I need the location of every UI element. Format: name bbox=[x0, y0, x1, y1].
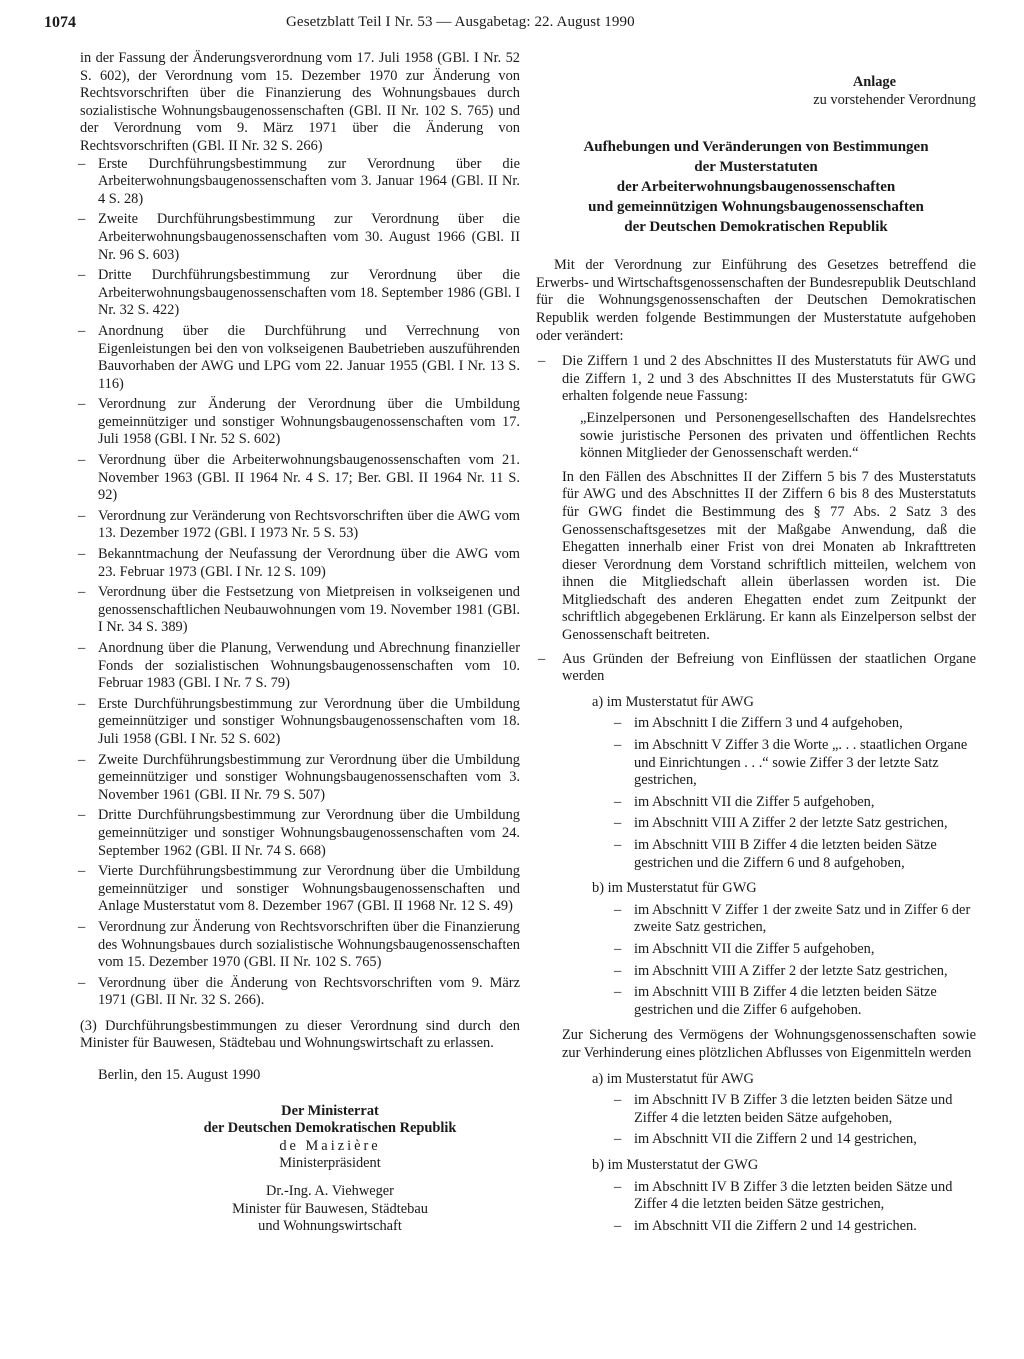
list-item: – im Abschnitt VIII A Ziffer 2 der letzte Satz gestrichen, bbox=[614, 815, 976, 833]
repealed-regulations-list bbox=[80, 156, 520, 1010]
list-item: – im Abschnitt VII die Ziffern 2 und 14 gestrichen. bbox=[614, 1218, 976, 1236]
sub-list-b1 bbox=[562, 902, 976, 1020]
sub-list-a1 bbox=[562, 715, 976, 872]
list-item: – Zweite Durchführungsbestimmung zur Verordnung über die Arbeiterwohnungsbaugenossenschaften vom 30. August 1966 (GBl. II Nr. 96 S. 603) bbox=[80, 211, 520, 264]
page-number: 1074 bbox=[44, 14, 76, 31]
sub-head-b2: b) im Musterstatut der GWG bbox=[592, 1156, 759, 1173]
list-item: – Anordnung über die Durchführung und Verrechnung von Eigenleistungen bei den von volkseigenen Baubetrieben auszuführenden Bauvorhaben der AWG und LPG vom 22. Januar 1955 (GBl. I Nr. 13 S. 116) bbox=[80, 323, 520, 393]
list-item: – Vierte Durchführungsbestimmung zur Verordnung über die Umbildung gemeinnütziger und sonstiger Wohnungsbaugenossenschaften und Anlage Musterstatut vom 8. Dezember 1967 (GBl. II 1968 Nr. 12 S. 49) bbox=[80, 863, 520, 916]
signatory-name-1: de Maizière bbox=[279, 1137, 381, 1154]
list-item: – im Abschnitt IV B Ziffer 3 die letzten beiden Sätze und Ziffer 4 die letzten beiden Sätze aufgehoben, bbox=[614, 1092, 976, 1127]
list-item: – im Abschnitt VII die Ziffer 5 aufgehoben, bbox=[614, 794, 976, 812]
signature-body-line1: Der Ministerrat bbox=[281, 1102, 379, 1119]
sub-head-b1: b) im Musterstatut für GWG bbox=[592, 880, 757, 897]
list-item: – im Abschnitt VII die Ziffern 2 und 14 gestrichen, bbox=[614, 1131, 976, 1149]
sub-list-a2 bbox=[562, 1092, 976, 1149]
sub-head-a1: a) im Musterstatut für AWG bbox=[592, 693, 754, 710]
item1-quote: „Einzelpersonen und Personengesellschaften des Handelsrechtes sowie juristische Personen des privaten und öffentlichen Rechts können Mitglieder der Genossenschaft werden.“ bbox=[580, 409, 976, 462]
list-item: – Bekanntmachung der Neufassung der Verordnung über die AWG vom 23. Februar 1973 (GBl. I Nr. 12 S. 109) bbox=[80, 546, 520, 581]
list-item: – Verordnung über die Änderung von Rechtsvorschriften vom 9. März 1971 (GBl. II Nr. 32 S. 266). bbox=[80, 975, 520, 1010]
list-item: – im Abschnitt VIII A Ziffer 2 der letzte Satz gestrichen, bbox=[614, 963, 976, 981]
list-item: – Verordnung über die Arbeiterwohnungsbaugenossenschaften vom 21. November 1963 (GBl. II 1964 Nr. 4 S. 17; Ber. GBl. II 1964 Nr. 11 S. 92) bbox=[80, 452, 520, 505]
heading-line: der Arbeiterwohnungsbaugenossenschaften bbox=[616, 179, 896, 196]
list-item: – Erste Durchführungsbestimmung zur Verordnung über die Umbildung gemeinnütziger und sonstiger Wohnungsbaugenossenschaften vom 18. Juli 1958 (GBl. I Nr. 52 S. 602) bbox=[80, 696, 520, 749]
annex-heading bbox=[536, 137, 976, 237]
annex-item-1 bbox=[536, 353, 976, 645]
list-item: – Dritte Durchführungsbestimmung zur Verordnung über die Umbildung gemeinnütziger und sonstiger Wohnungsbaugenossenschaften vom 24. September 1962 (GBl. II Nr. 74 S. 668) bbox=[80, 807, 520, 860]
place-date: Berlin, den 15. August 1990 bbox=[98, 1067, 261, 1084]
heading-line: Aufhebungen und Veränderungen von Bestimmungen bbox=[583, 139, 929, 156]
list-item: – im Abschnitt IV B Ziffer 3 die letzten beiden Sätze und Ziffer 4 die letzten beiden Sätze gestrichen, bbox=[614, 1179, 976, 1214]
signature-block bbox=[140, 1103, 520, 1236]
list-item: – Erste Durchführungsbestimmung zur Verordnung über die Arbeiterwohnungsbaugenossenschaften vom 3. Januar 1964 (GBl. II Nr. 4 S. 28) bbox=[80, 156, 520, 209]
right-column bbox=[536, 74, 976, 1241]
signatory-role-1: Ministerpräsident bbox=[279, 1155, 381, 1172]
paragraph-3: (3) Durchführungsbestimmungen zu dieser Verordnung sind durch den Minister für Bauwesen, Städtebau und Wohnungswirtschaft zu erlassen. bbox=[80, 1017, 520, 1052]
signature-body-line2: der Deutschen Demokratischen Republik bbox=[203, 1120, 457, 1137]
annex-intro: Mit der Verordnung zur Einführung des Gesetzes betreffend die Erwerbs- und Wirtschaftsgenossenschaften der Bundesrepublik Deutschland für die Wohnungsgenossenschaften der Deutschen Demokratischen Republik werden folgende Bestimmungen der Musterstatute aufgehoben oder verändert: bbox=[536, 257, 976, 344]
annex-subtitle: zu vorstehender Verordnung bbox=[813, 91, 976, 108]
list-item: – im Abschnitt VII die Ziffer 5 aufgehoben, bbox=[614, 941, 976, 959]
signatory-role-2-line1: Minister für Bauwesen, Städtebau bbox=[232, 1200, 428, 1217]
list-item: – im Abschnitt V Ziffer 1 der zweite Satz und in Ziffer 6 der zweite Satz gestrichen, bbox=[614, 902, 976, 937]
signatory-role-2-line2: und Wohnungswirtschaft bbox=[258, 1218, 402, 1235]
left-column bbox=[80, 50, 520, 1236]
list-item: – Verordnung zur Änderung der Verordnung über die Umbildung gemeinnütziger und sonstiger Wohnungsbaugenossenschaften vom 17. Juli 1958 (GBl. I Nr. 52 S. 602) bbox=[80, 396, 520, 449]
annex-label: Anlage bbox=[852, 74, 896, 90]
intro-paragraph: in der Fassung der Änderungsverordnung vom 17. Juli 1958 (GBl. I Nr. 52 S. 602), der Verordnung vom 15. Dezember 1970 zur Änderung von Rechtsvorschriften über die Finanzierung des Wohnungsbaues durch sozialistische Wohnungsbaugenossenschaften (GBl. II Nr. 102 S. 765) und der Verordnung vom 9. März 1971 über die Änderung von Rechtsvorschriften (GBl. II Nr. 32 S. 266) bbox=[80, 50, 520, 154]
running-title: Gesetzblatt Teil I Nr. 53 — Ausgabetag: 22. August 1990 bbox=[286, 14, 635, 30]
list-item: – im Abschnitt VIII B Ziffer 4 die letzten beiden Sätze gestrichen und die Ziffer 6 aufgehoben. bbox=[614, 984, 976, 1019]
list-item: – im Abschnitt I die Ziffern 3 und 4 aufgehoben, bbox=[614, 715, 976, 733]
annex-item-2 bbox=[536, 651, 976, 1236]
item1-text: – Die Ziffern 1 und 2 des Abschnittes II des Musterstatuts für AWG und die Ziffern 1, 2 und 3 des Abschnittes II des Musterstatuts für GWG erhalten folgende neue Fassung: bbox=[562, 353, 976, 405]
item2-text: – Aus Gründen der Befreiung von Einflüssen der staatlichen Organe werden bbox=[562, 650, 976, 685]
list-item: – Zweite Durchführungsbestimmung zur Verordnung über die Umbildung gemeinnütziger und sonstiger Wohnungsbaugenossenschaften vom 3. November 1961 (GBl. II Nr. 79 S. 507) bbox=[80, 752, 520, 805]
item2-text2: Zur Sicherung des Vermögens der Wohnungsgenossenschaften sowie zur Verhinderung eines plötzlichen Abflusses von Eigenmitteln werden bbox=[562, 1027, 976, 1061]
heading-line: der Deutschen Demokratischen Republik bbox=[624, 219, 888, 236]
list-item: – Verordnung zur Änderung von Rechtsvorschriften über die Finanzierung des Wohnungsbaues durch sozialistische Wohnungsbaugenossenschaften vom 15. Dezember 1970 (GBl. II Nr. 102 S. 765) bbox=[80, 919, 520, 972]
annex-items bbox=[536, 353, 976, 1235]
list-item: – im Abschnitt VIII B Ziffer 4 die letzten beiden Sätze gestrichen und die Ziffern 6 und 8 aufgehoben, bbox=[614, 837, 976, 872]
sub-head-a2: a) im Musterstatut für AWG bbox=[592, 1070, 754, 1087]
signatory-name-2: Dr.-Ing. A. Viehweger bbox=[266, 1183, 394, 1200]
heading-line: und gemeinnützigen Wohnungsbaugenossenschaften bbox=[588, 199, 924, 216]
item1-text2: In den Fällen des Abschnittes II der Ziffern 5 bis 7 des Musterstatuts für AWG und des Abschnittes II der Ziffern 6 bis 8 des Musterstatuts für GWG findet die Bestimmung des § 77 Abs. 2 Satz 3 des Genossenschaftsgesetzes mit der Maßgabe Anwendung, daß die Ehegatten innerhalb einer Frist von drei Monaten ab Inkrafttreten dieser Verordnung dem Vorstand schriftlich mitteilen, welchem von ihnen die Mitgliedschaft allein überlassen worden ist. Die Mitgliedschaft des anderen Ehegatten endet zum Zeitpunkt der schriftlich abgegebenen Erklärung. Er kann als Einzelperson selbst der Genossenschaft beitreten. bbox=[562, 468, 976, 644]
sub-list-b2 bbox=[562, 1179, 976, 1236]
list-item: – im Abschnitt V Ziffer 3 die Worte „. . . staatlichen Organe und Einrichtungen . . .“ sowie Ziffer 3 der letzte Satz gestrichen, bbox=[614, 737, 976, 790]
list-item: – Verordnung zur Veränderung von Rechtsvorschriften über die AWG vom 13. Dezember 1972 (GBl. I 1973 Nr. 5 S. 53) bbox=[80, 508, 520, 543]
list-item: – Anordnung über die Planung, Verwendung und Abrechnung finanzieller Fonds der sozialistischen Wohnungsbaugenossenschaften vom 10. Februar 1983 (GBl. I Nr. 7 S. 79) bbox=[80, 640, 520, 693]
heading-line: der Musterstatuten bbox=[694, 159, 818, 176]
list-item: – Dritte Durchführungsbestimmung zur Verordnung über die Arbeiterwohnungsbaugenossenschaften vom 18. September 1986 (GBl. I Nr. 32 S. 422) bbox=[80, 267, 520, 320]
list-item: – Verordnung über die Festsetzung von Mietpreisen in volkseigenen und genossenschaftlichen Neubauwohnungen vom 19. November 1981 (GBl. I Nr. 34 S. 389) bbox=[80, 584, 520, 637]
